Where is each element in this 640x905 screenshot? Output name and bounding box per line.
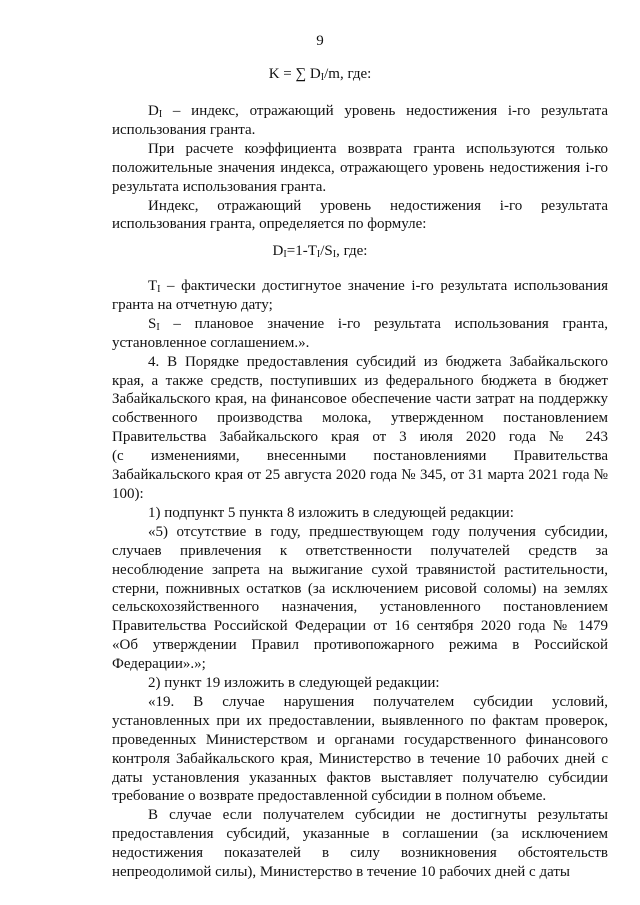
text-line: «19. В случае нарушения получателем субсидии условий, bbox=[148, 693, 608, 710]
text-line: Правительства Российской Федерации от 16 сентября 2020 года № 1479 bbox=[112, 618, 608, 635]
text-line: 4. В Порядке предоставления субсидий из бюджета Забайкальского bbox=[148, 353, 608, 370]
paragraph-ti-definition bbox=[112, 277, 608, 315]
paragraph-di-definition bbox=[112, 102, 608, 140]
text-line: проведенных Министерством и органами государственного финансового bbox=[112, 731, 608, 748]
text-line: Индекс, отражающий уровень недостижения i-го результата bbox=[148, 197, 608, 214]
text-line: Правительства Забайкальского края от 3 июля 2020 года № 243 bbox=[112, 429, 608, 446]
text-line: (с изменениями, внесенными постановлениями Правительства bbox=[112, 448, 608, 465]
formula-di: $D_I=1-T_I/S_I$, где: bbox=[272, 243, 368, 260]
text-line: установленное соглашением.». bbox=[112, 334, 310, 351]
text-line: результата использования гранта. bbox=[112, 178, 327, 195]
text-line: недостижения показателей в силу возникновения обстоятельств bbox=[112, 845, 608, 862]
paragraph-index-formula-intro bbox=[112, 197, 608, 235]
formula-k: K = ∑ $D_I/m$, где: bbox=[268, 66, 372, 83]
text-line: При расчете коэффициента возврата гранта используются только bbox=[148, 140, 608, 157]
paragraph-subitem-1 bbox=[112, 504, 608, 523]
text-line: требование о возврате предоставленной субсидии в полном объеме. bbox=[112, 788, 547, 805]
paragraph-item-4 bbox=[112, 353, 608, 504]
text-line: В случае если получателем субсидии не достигнуты результаты bbox=[148, 807, 608, 824]
text-line: $T_I$ – фактически достигнутое значение i-го результата использования bbox=[148, 278, 608, 295]
text-line: использования гранта, определяется по формуле: bbox=[112, 216, 427, 233]
text-line: Забайкальского края, на финансовое обеспечение части затрат на поддержку bbox=[112, 391, 608, 408]
text-line: Федерации».»; bbox=[112, 656, 206, 673]
text-line: края, а также средств, поступивших из федерального бюджета в бюджет bbox=[112, 372, 608, 389]
text-line: «Об утверждении Правил противопожарного режима в Российской bbox=[112, 637, 608, 654]
text-line: $S_I$ – плановое значение i-го результата использования гранта, bbox=[148, 315, 608, 333]
paragraph-quote-5 bbox=[112, 523, 608, 674]
text-line: случаев привлечения к ответственности получателей средств за bbox=[112, 542, 608, 559]
text-block-2 bbox=[112, 277, 608, 882]
paragraph-positive-values bbox=[112, 140, 608, 197]
text-line: использования гранта. bbox=[112, 121, 256, 138]
text-line: 100): bbox=[112, 485, 144, 502]
paragraph-si-definition bbox=[112, 315, 608, 353]
text-line: контроля Забайкальского края, Министерство в течение 10 рабочих дней с bbox=[112, 750, 608, 767]
paragraph-subitem-2 bbox=[112, 674, 608, 693]
text-line: 1) подпункт 5 пункта 8 изложить в следующей редакции: bbox=[148, 504, 514, 521]
text-line: несоблюдение запрета на выжигание сухой травянистой растительности, bbox=[112, 561, 608, 578]
text-line: установленных при их предоставлении, выявленного по фактам проверок, bbox=[112, 712, 608, 729]
text-line: сельскохозяйственного назначения, установленного постановлением bbox=[112, 599, 608, 616]
text-line: стерни, пожнивных остатков (за исключением рисовой соломы) на землях bbox=[112, 580, 608, 597]
text-line: $D_I$ – индекс, отражающий уровень недостижения i-го результата bbox=[148, 103, 608, 120]
text-line: 2) пункт 19 изложить в следующей редакции: bbox=[148, 675, 440, 692]
page-number: 9 bbox=[316, 33, 324, 49]
text-line: непреодолимой силы), Министерство в течение 10 рабочих дней с даты bbox=[112, 864, 570, 881]
paragraph-failure-case bbox=[112, 806, 608, 882]
text-line: положительные значения индекса, отражающего уровень недостижения i-го bbox=[112, 159, 608, 176]
text-line: «5) отсутствие в году, предшествующем году получения субсидии, bbox=[148, 523, 608, 540]
text-block-1 bbox=[112, 102, 608, 234]
text-line: предоставления субсидий, указанные в соглашении (за исключением bbox=[112, 826, 608, 843]
text-line: Забайкальского края от 25 августа 2020 года № 345, от 31 марта 2021 года № bbox=[112, 467, 608, 484]
text-line: даты установления указанных фактов выставляет получателю субсидии bbox=[112, 769, 608, 786]
text-line: собственного производства молока, утвержденном постановлением bbox=[112, 410, 608, 427]
text-line: гранта на отчетную дату; bbox=[112, 296, 273, 313]
paragraph-quote-19 bbox=[112, 693, 608, 806]
